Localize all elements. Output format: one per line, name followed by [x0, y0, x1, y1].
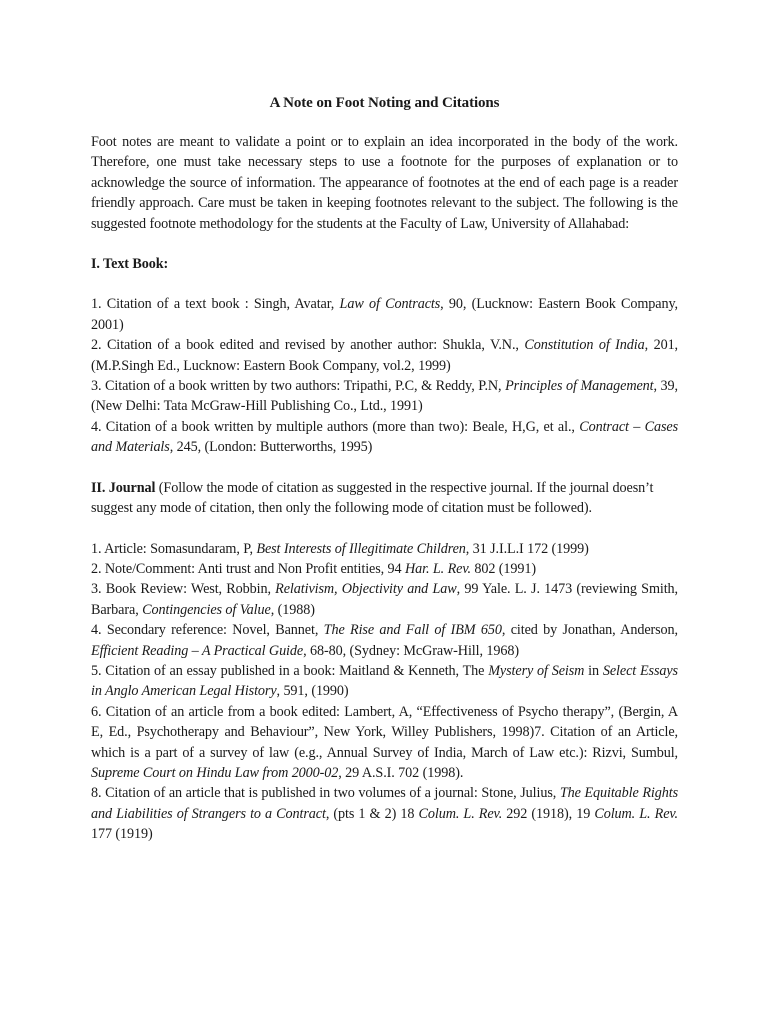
citation-title: The Equitable Rights and Liabilities of Strangers to a Contract	[91, 785, 678, 822]
textbook-citation-item	[91, 294, 678, 335]
textbook-citation-item	[91, 417, 678, 458]
citation-text: , (1988)	[270, 601, 315, 618]
citation-title: Relativism, Objectivity and Law	[275, 581, 457, 598]
citation-text: , 29 A.S.I. 702 (1998).	[338, 764, 464, 781]
journal-citation-item	[91, 539, 678, 559]
citation-text: , 68-80, (Sydney: McGraw-Hill, 1968)	[303, 642, 519, 659]
intro-paragraph: Foot notes are meant to validate a point or to explain an idea incorporated in the body of the work. Therefore, one must take necessary steps to use a footnote for the purposes of explanation or to acknowledge the source of information. The appearance of footnotes at the end of each page is a reader friendly approach. Care must be taken in keeping footnotes relevant to the subject. The following is the suggested footnote methodology for the students at the Faculty of Law, University of Allahabad:	[91, 134, 678, 232]
journal-citation-item	[91, 579, 678, 620]
citation-title: Colum. L. Rev.	[418, 805, 503, 822]
citation-title: Law of Contracts	[339, 296, 441, 313]
citation-text: 2. Note/Comment: Anti trust and Non Profit entities, 94	[91, 560, 405, 577]
citation-text: , (pts 1 & 2) 18	[325, 805, 419, 822]
citation-title: Principles of Management	[505, 378, 654, 395]
citation-text: , 245, (London: Butterworths, 1995)	[169, 439, 373, 456]
citation-text: , cited by Jonathan, Anderson,	[501, 622, 678, 639]
journal-citation-item	[91, 783, 678, 844]
citation-text: , 591, (1990)	[276, 683, 349, 700]
citation-title: Contingencies of Value	[142, 601, 271, 618]
citation-text: 3. Citation of a book written by two authors: Tripathi, P.C, & Reddy, P.N,	[91, 378, 506, 395]
citation-text: , 39, (New Delhi: Tata McGraw-Hill Publishing Co., Ltd., 1991)	[91, 378, 678, 415]
journal-citation-item	[91, 661, 678, 702]
journal-citation-list	[91, 539, 678, 845]
citation-title: Supreme Court on Hindu Law from 2000-02	[91, 764, 339, 781]
citation-text: 802 (1991)	[470, 560, 537, 577]
citation-text: , 99 Yale. L. J. 1473 (reviewing Smith, Barbara,	[91, 581, 679, 618]
citation-title: The Rise and Fall of IBM 650	[323, 622, 502, 639]
journal-intro	[91, 478, 678, 519]
citation-text: 177 (1919)	[91, 826, 153, 843]
citation-text: 292 (1918), 19	[502, 805, 595, 822]
citation-text: , 31 J.I.L.I 172 (1999)	[465, 540, 589, 557]
textbook-citation-item	[91, 335, 678, 376]
citation-title: Constitution of India	[524, 337, 645, 354]
citation-text: 4. Citation of a book written by multiple authors (more than two): Beale, H,G, et al.,	[91, 418, 580, 435]
citation-text: in	[584, 662, 603, 679]
citation-title: Efficient Reading – A Practical Guide	[91, 642, 304, 659]
citation-title: Colum. L. Rev.	[594, 805, 678, 822]
citation-text: 4. Secondary reference: Novel, Bannet,	[91, 622, 324, 639]
journal-citation-item	[91, 620, 678, 661]
document-title: A Note on Foot Noting and Citations	[269, 95, 500, 111]
citation-title: Best Interests of Illegitimate Children	[256, 540, 466, 557]
textbook-citation-item	[91, 376, 678, 417]
citation-text: 8. Citation of an article that is published in two volumes of a journal: Stone, Julius,	[91, 785, 560, 802]
citation-title: Mystery of Seism	[488, 662, 585, 679]
journal-citation-item	[91, 559, 678, 579]
journal-heading: II. Journal	[91, 479, 156, 496]
textbook-citation-list	[91, 294, 678, 457]
citation-text: 5. Citation of an essay published in a book: Maitland & Kenneth, The	[91, 662, 489, 679]
document-page	[91, 93, 678, 865]
textbook-heading: I. Text Book:	[91, 256, 169, 273]
citation-text: 6. Citation of an article from a book edited: Lambert, A, “Effectiveness of Psycho therapy”, (Bergin, A E, Ed., Psychotherapy and Behaviour”, New York, Willey Publishers, 1998)7. Citation of an Article, which is a part of a survey of law (e.g., Annual Survey of India, March of Law etc.): Rizvi, Sumbul,	[91, 703, 678, 761]
citation-text: 3. Book Review: West, Robbin,	[91, 581, 276, 598]
citation-title: Select Essays in Anglo American Legal History	[91, 662, 678, 700]
citation-text: 1. Article: Somasundaram, P,	[91, 540, 257, 557]
citation-title: Har. L. Rev.	[405, 560, 471, 577]
journal-citation-item	[91, 702, 678, 784]
citation-text: , 90, (Lucknow: Eastern Book Company, 2001)	[91, 296, 678, 333]
journal-intro-text: (Follow the mode of citation as suggested in the respective journal. If the journal doesn’t suggest any mode of citation, then only the following mode of citation must be followed).	[91, 479, 654, 517]
citation-text: 2. Citation of a book edited and revised by another author: Shukla, V.N.,	[91, 337, 525, 354]
citation-text: 1. Citation of a text book : Singh, Avatar,	[91, 296, 340, 313]
citation-title: Contract – Cases and Materials	[91, 418, 678, 456]
citation-text: , 201, (M.P.Singh Ed., Lucknow: Eastern Book Company, vol.2, 1999)	[91, 337, 679, 374]
